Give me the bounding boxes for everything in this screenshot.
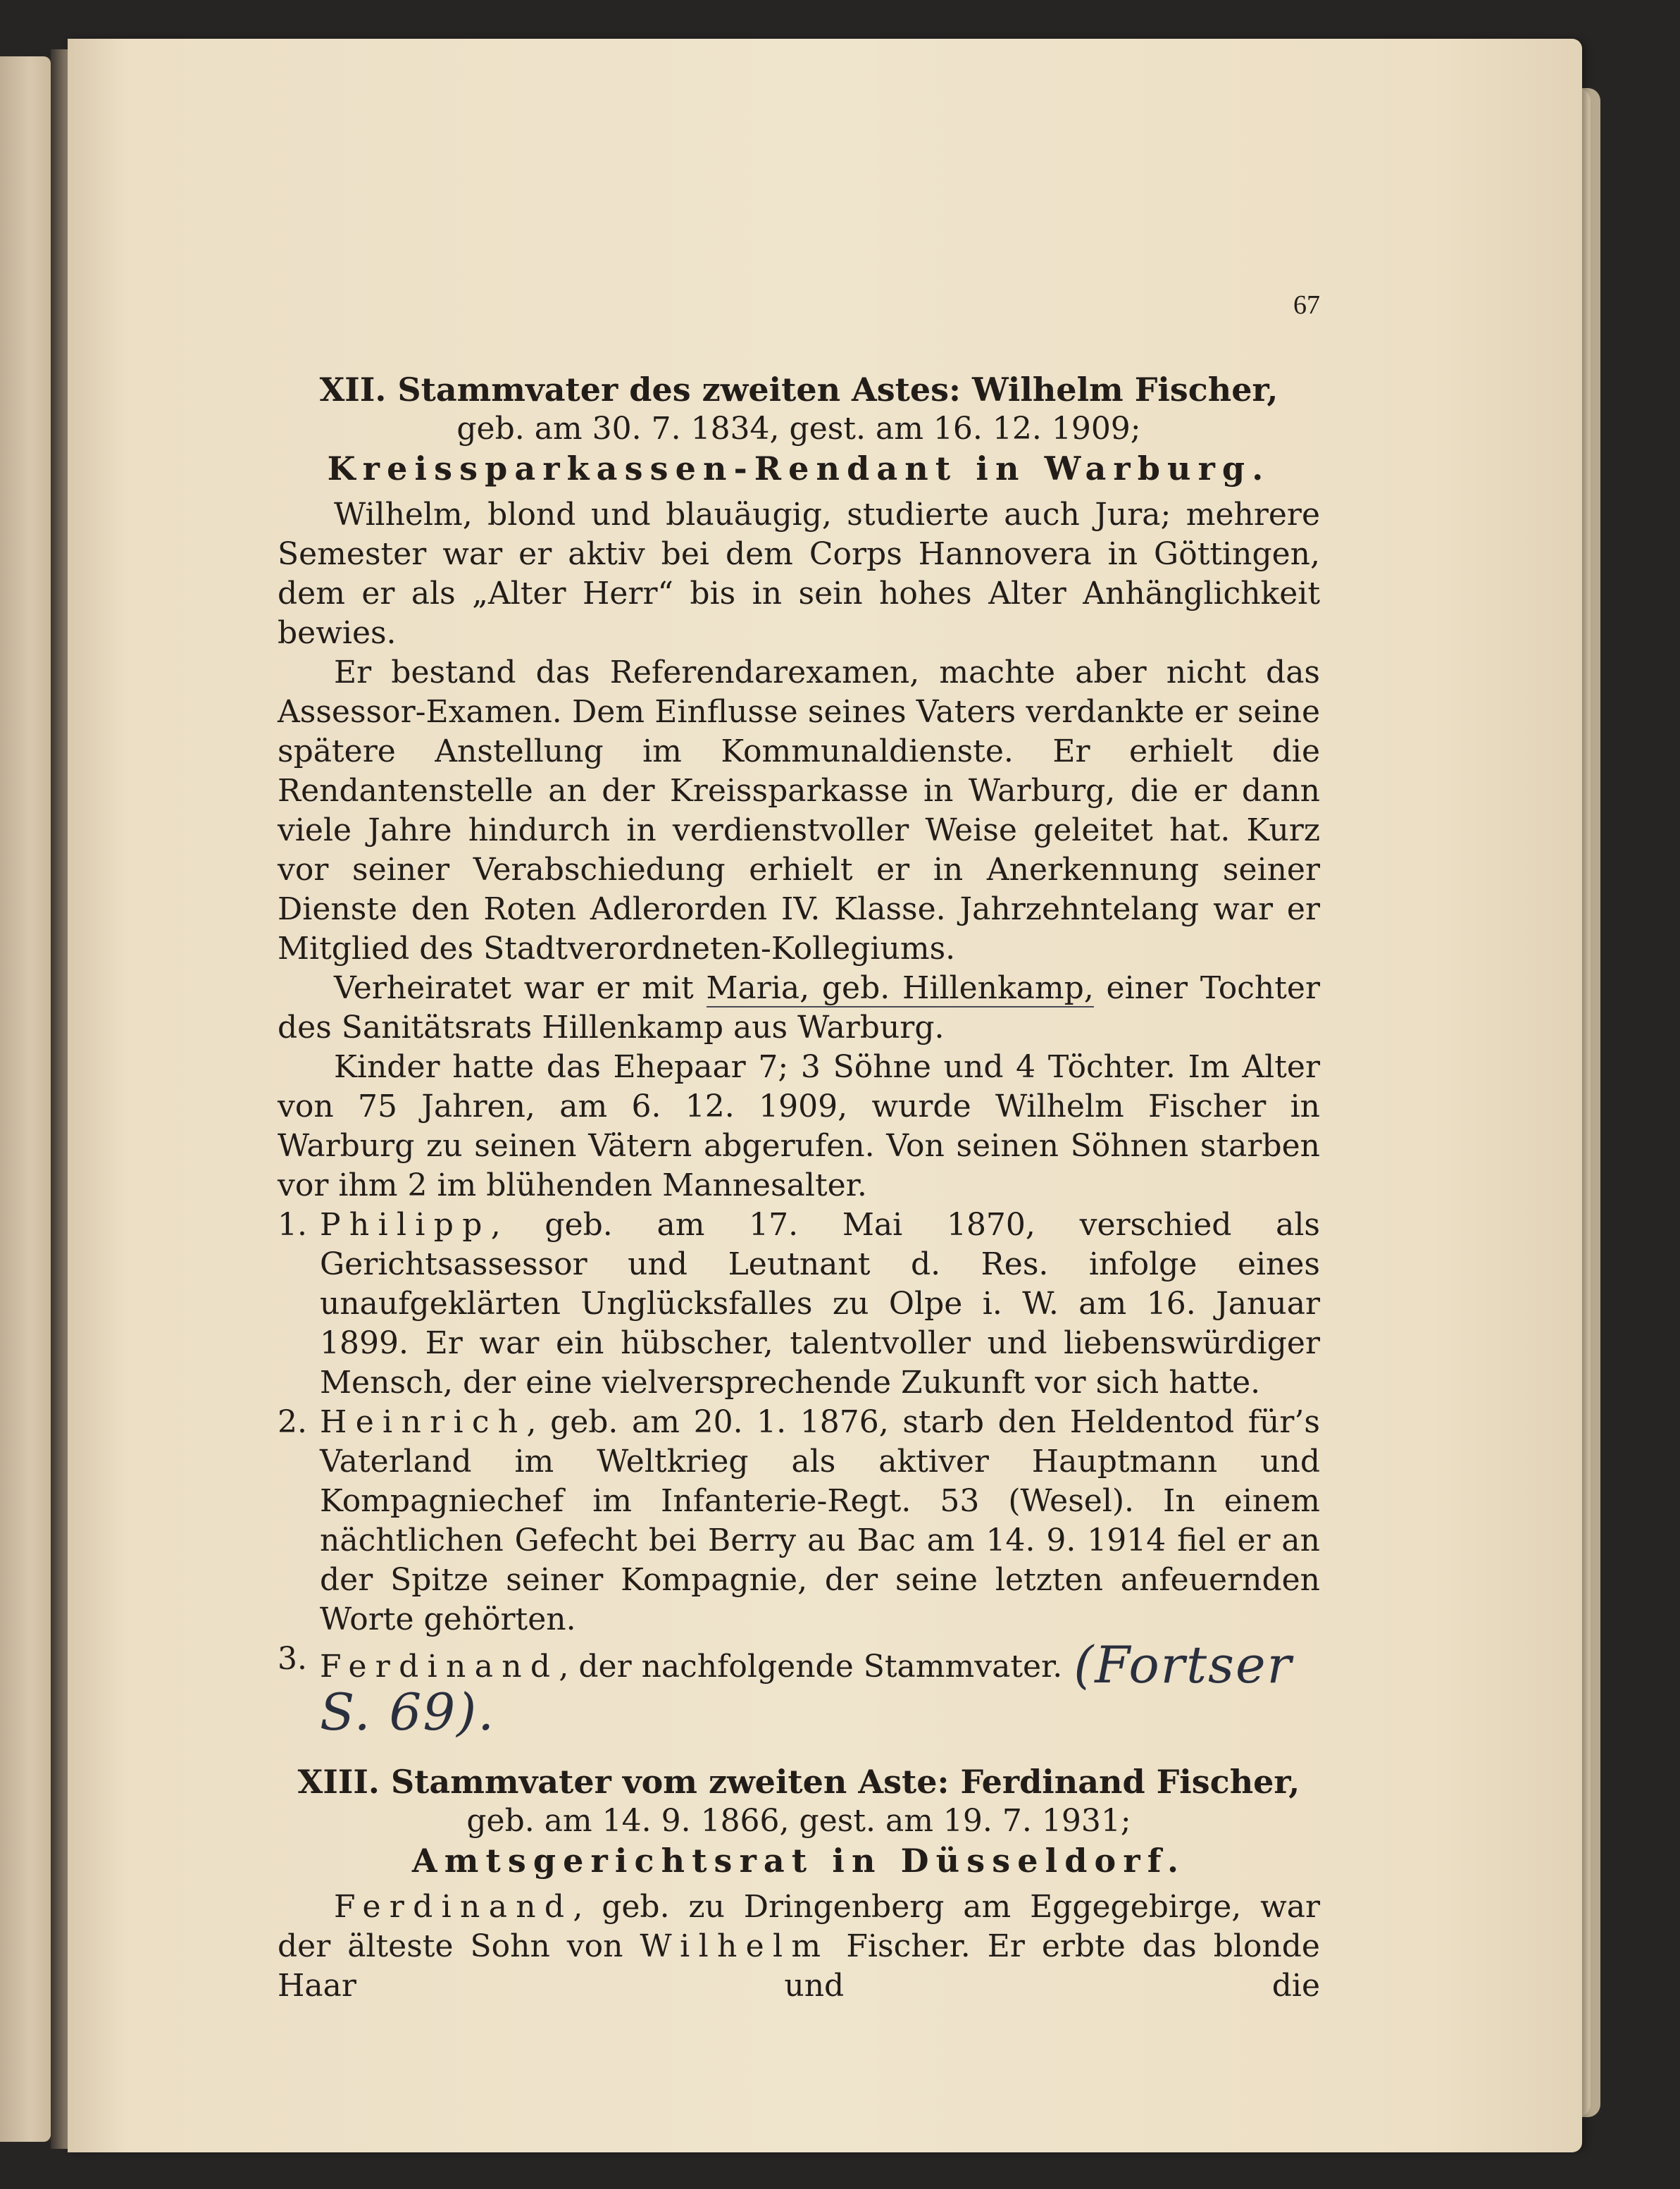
- child-name: Ferdinand: [320, 1649, 559, 1685]
- list-body: [320, 1635, 1320, 1742]
- book-page: [68, 39, 1582, 2152]
- list-item: [278, 1635, 1320, 1742]
- section-dates: geb. am 14. 9. 1866, gest. am 19. 7. 1931;: [466, 1803, 1131, 1839]
- text-run: Fischer. Er erbte das blonde Haar und die: [278, 1928, 1320, 2004]
- paragraph: Kinder hatte das Ehepaar 7; 3 Söhne und 4 Töchter. Im Alter von 75 Jahren, am 6. 12. 1909, wurde Wilhelm Fischer in Warburg zu seinen Vätern abgerufen. Von seinen Söhnen starben vor ihm 2 im blühenden Mannesalter.: [278, 1049, 1320, 1203]
- page-text: [278, 285, 1320, 2006]
- paragraph: [278, 969, 1320, 1048]
- list-text: , geb. am 17. Mai 1870, verschied als Gerichtsassessor und Leutnant d. Res. infolge eines unaufgeklärten Unglücksfalles zu Olpe i. W. am 16. Januar 1899. Er war ein hübscher, talentvoller und liebenswürdiger Mensch, der eine vielversprechende Zukunft vor sich hatte.: [320, 1207, 1320, 1401]
- section-xii: [278, 370, 1320, 1742]
- child-name: Heinrich: [320, 1404, 527, 1440]
- section-heading: XII. Stammvater des zweiten Astes: Wilhelm Fischer,: [319, 371, 1278, 409]
- list-number: 1.: [278, 1207, 307, 1243]
- text-run: Verheiratet war er mit: [334, 970, 694, 1006]
- handwritten-note: (Fortser S. 69).: [320, 1635, 1293, 1742]
- text-run: einer Tochter des Sanitätsrats Hillenkamp aus Warburg.: [278, 970, 1320, 1046]
- book-gutter: [51, 49, 68, 2149]
- paragraph: Er bestand das Referendarexamen, machte aber nicht das Assessor-Examen. Dem Einflusse seines Vaters verdankte er seine spätere Anstellung im Kommunaldienste. Er erhielt die Rendantenstelle an der Kreissparkasse in Warburg, die er dann viele Jahre hindurch in verdienstvoller Weise geleitet hat. Kurz vor seiner Verabschiedung erhielt er in Anerkennung seiner Dienste den Roten Adlerorden IV. Klasse. Jahrzehntelang war er Mitglied des Stadtverordneten-Kollegiums.: [278, 655, 1320, 967]
- text-run: , geb. zu Dringenberg am Eggegebirge, war der älteste Sohn von: [278, 1889, 1320, 1964]
- section-heading: XIII. Stammvater vom zweiten Aste: Ferdinand Fischer,: [297, 1763, 1300, 1801]
- person-name: Wilhelm: [640, 1928, 830, 1964]
- section-xiii: [278, 1762, 1320, 2006]
- section-title: Kreissparkassen-Rendant in Warburg.: [327, 449, 1271, 488]
- list-item: [278, 1205, 1320, 1403]
- section-title: Amtsgerichtsrat in Düsseldorf.: [411, 1842, 1186, 1880]
- list-text: , der nachfolgende Stammvater.: [559, 1649, 1063, 1685]
- underlined-name: Maria, geb. Hillenkamp,: [706, 970, 1094, 1006]
- paragraph: Wilhelm, blond und blauäugig, studierte auch Jura; mehrere Semester war er aktiv bei dem Corps Hannovera in Göttingen, dem er als „Alter Herr“ bis in sein hohes Alter Anhänglichkeit bewies.: [278, 497, 1320, 651]
- person-name: Ferdinand: [334, 1889, 573, 1925]
- child-name: Philipp: [320, 1207, 491, 1243]
- page-number: 67: [1293, 290, 1320, 320]
- list-text: , geb. am 20. 1. 1876, starb den Heldentod für’s Vaterland im Weltkrieg als aktiver Hauptmann und Kompagniechef im Infanterie-Regt. 53 (Wesel). In einem nächtlichen Gefecht bei Berry au Bac am 14. 9. 1914 fiel er an der Spitze seiner Kompagnie, der seine letzten anfeuernden Worte gehörten.: [320, 1404, 1320, 1637]
- section-dates: geb. am 30. 7. 1834, gest. am 16. 12. 1909;: [456, 411, 1141, 447]
- left-page-edge: [0, 56, 51, 2142]
- list-item: [278, 1403, 1320, 1639]
- paragraph: [278, 1887, 1320, 2006]
- list-number: 2.: [278, 1404, 307, 1440]
- list-body: [320, 1205, 1320, 1403]
- list-body: [320, 1403, 1320, 1639]
- list-number: 3.: [278, 1641, 307, 1677]
